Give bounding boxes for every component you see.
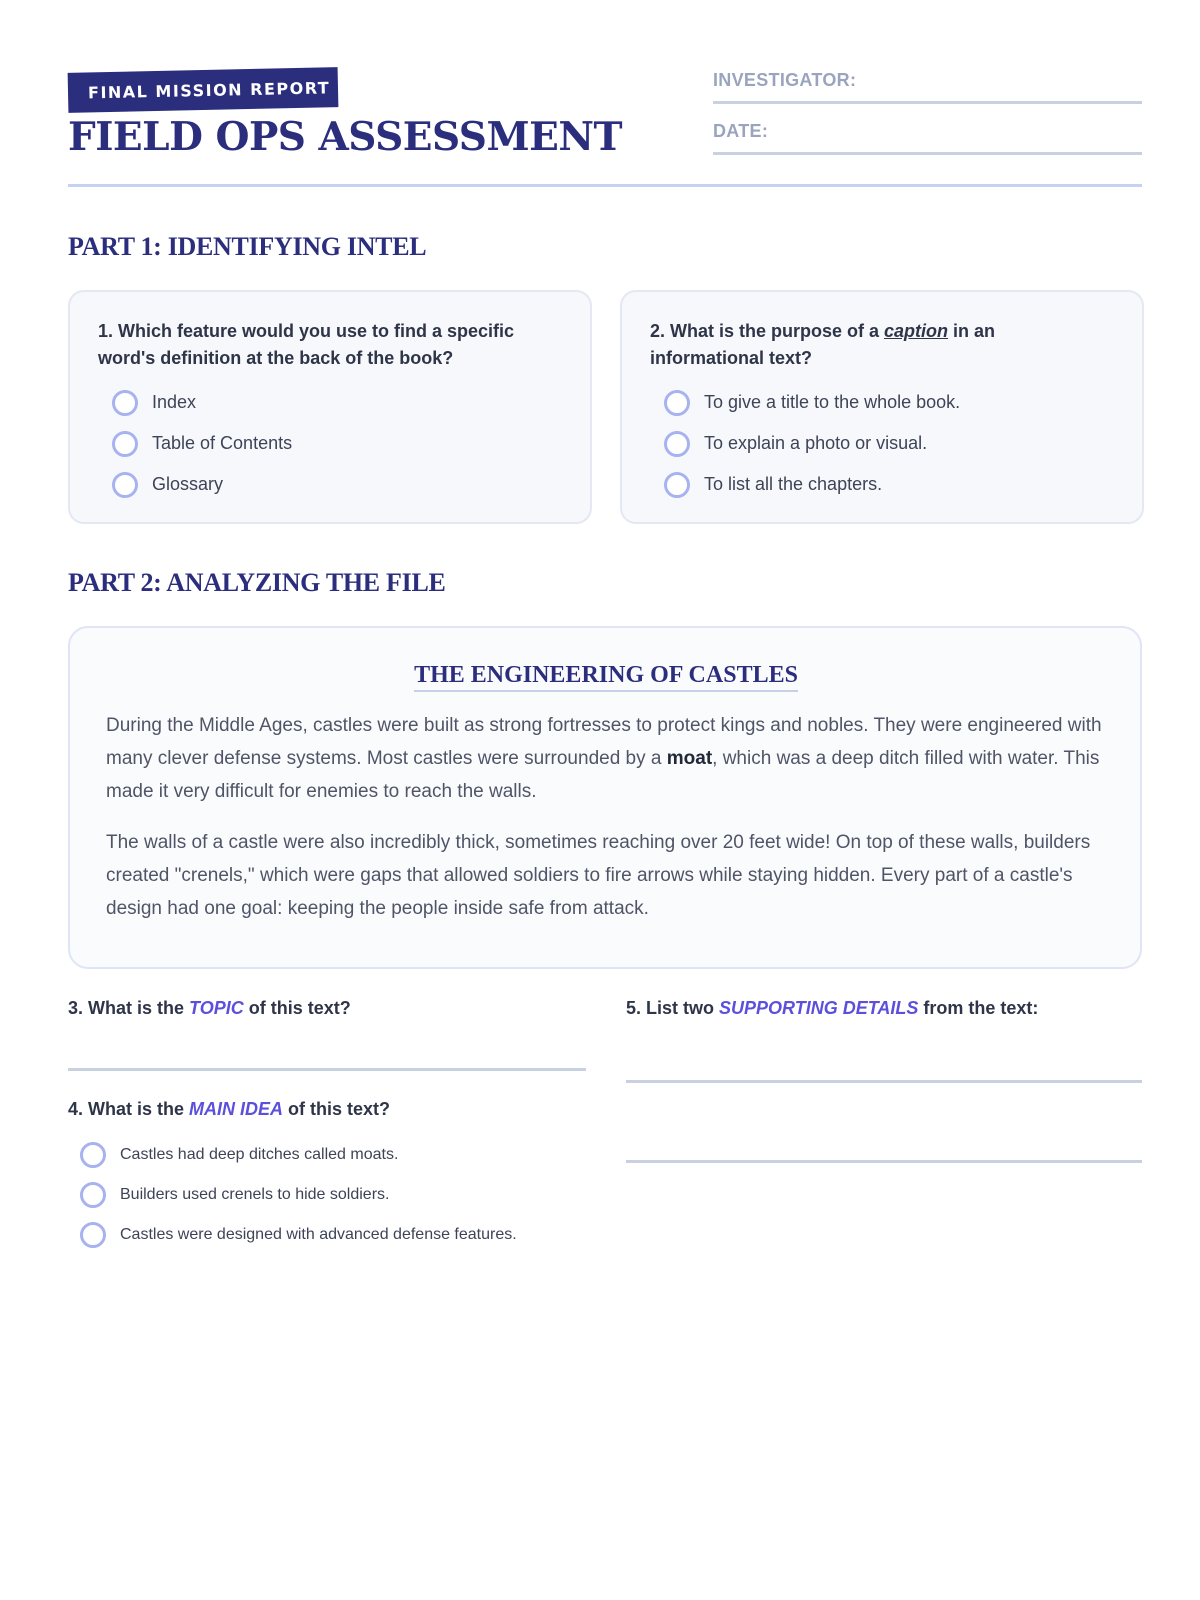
- passage-paragraph-2: The walls of a castle were also incredibly thick, sometimes reaching over 20 feet wide! On top of these walls, builders created "crenels," which were gaps that allowed soldiers to fire arrows while staying hidden. Every part of a castle's design had one goal: keeping the people inside safe from attack.: [106, 832, 1091, 919]
- q3-after: of this text?: [243, 998, 351, 1018]
- date-field[interactable]: [713, 121, 1142, 155]
- question-4-text: [68, 1099, 390, 1120]
- q2-option-b[interactable]: [664, 423, 1114, 464]
- q2-option-a[interactable]: [664, 382, 1114, 423]
- question-1-text: 1. Which feature would you use to find a specific word's definition at the back of the book?: [98, 321, 515, 368]
- radio-button[interactable]: [664, 472, 690, 498]
- investigator-field[interactable]: [713, 70, 1142, 104]
- q4-option-c[interactable]: [80, 1215, 517, 1255]
- q3-highlight: TOPIC: [189, 998, 244, 1018]
- question-2-options: [664, 382, 1114, 505]
- radio-button[interactable]: [80, 1222, 106, 1248]
- q4-option-a[interactable]: [80, 1135, 517, 1175]
- radio-button[interactable]: [80, 1142, 106, 1168]
- question-2-card: [620, 290, 1144, 524]
- q1-option-glossary[interactable]: [112, 464, 562, 505]
- radio-button[interactable]: [112, 431, 138, 457]
- question-5-answer-line-2[interactable]: [626, 1160, 1142, 1163]
- q2-option-c[interactable]: [664, 464, 1114, 505]
- option-label: Builders used crenels to hide soldiers.: [120, 1186, 390, 1203]
- question-5-text: [626, 998, 1038, 1019]
- option-label: To give a title to the whole book.: [704, 392, 961, 412]
- q1-option-index[interactable]: [112, 382, 562, 423]
- radio-button[interactable]: [664, 431, 690, 457]
- question-4-options: [80, 1135, 517, 1255]
- q5-highlight: SUPPORTING DETAILS: [719, 998, 919, 1018]
- q3-before: 3. What is the: [68, 998, 190, 1018]
- p1-text-before: During the Middle Ages, castles were built as strong fortresses to protect kings and nobles. They were engineered with many clever defense systems. Most castles were surrounded by a: [106, 715, 1102, 769]
- part1-heading: PART 1: IDENTIFYING INTEL: [68, 232, 427, 261]
- question-1-card: [68, 290, 592, 524]
- q5-after: from the text:: [918, 998, 1039, 1018]
- date-label: DATE:: [713, 121, 769, 141]
- radio-button[interactable]: [664, 390, 690, 416]
- question-5-answer-line-1[interactable]: [626, 1080, 1142, 1083]
- page-title: FIELD OPS ASSESSMENT: [68, 114, 623, 160]
- q5-before: 5. List two: [626, 998, 720, 1018]
- question-2-text: [650, 318, 1114, 372]
- passage-title-text: THE ENGINEERING OF CASTLES: [414, 662, 798, 692]
- moat-term: moat: [666, 748, 713, 769]
- question-1-options: [112, 382, 562, 505]
- option-label: Table of Contents: [152, 433, 293, 453]
- q4-after: of this text?: [283, 1099, 391, 1119]
- option-label: Castles were designed with advanced defense features.: [120, 1226, 517, 1243]
- p1-text-after: , which was a deep ditch filled with water. This made it very difficult for enemies to reach the walls.: [106, 748, 1100, 802]
- radio-button[interactable]: [80, 1182, 106, 1208]
- passage-title: [106, 662, 1106, 689]
- option-label: Glossary: [152, 474, 224, 494]
- report-badge: FINAL MISSION REPORT: [68, 67, 339, 113]
- worksheet-page: [68, 0, 1142, 1600]
- option-label: To list all the chapters.: [704, 474, 883, 494]
- q4-option-b[interactable]: [80, 1175, 517, 1215]
- investigator-label: INVESTIGATOR:: [713, 70, 857, 90]
- q4-before: 4. What is the: [68, 1099, 190, 1119]
- question-2-text-after: in an informational text?: [650, 321, 996, 368]
- q1-option-table-of-contents[interactable]: [112, 423, 562, 464]
- question-3-text: [68, 998, 351, 1019]
- q4-highlight: MAIN IDEA: [189, 1099, 284, 1119]
- question-2-text-before: 2. What is the purpose of a: [650, 321, 885, 341]
- question-3-answer-line[interactable]: [68, 1068, 586, 1071]
- radio-button[interactable]: [112, 390, 138, 416]
- reading-passage: [68, 626, 1142, 969]
- option-label: To explain a photo or visual.: [704, 433, 928, 453]
- option-label: Castles had deep ditches called moats.: [120, 1146, 399, 1163]
- option-label: Index: [152, 392, 197, 412]
- passage-paragraph-1: [106, 709, 1106, 808]
- radio-button[interactable]: [112, 472, 138, 498]
- header-divider: [68, 184, 1142, 187]
- part2-heading: PART 2: ANALYZING THE FILE: [68, 568, 446, 597]
- caption-term: caption: [884, 321, 949, 341]
